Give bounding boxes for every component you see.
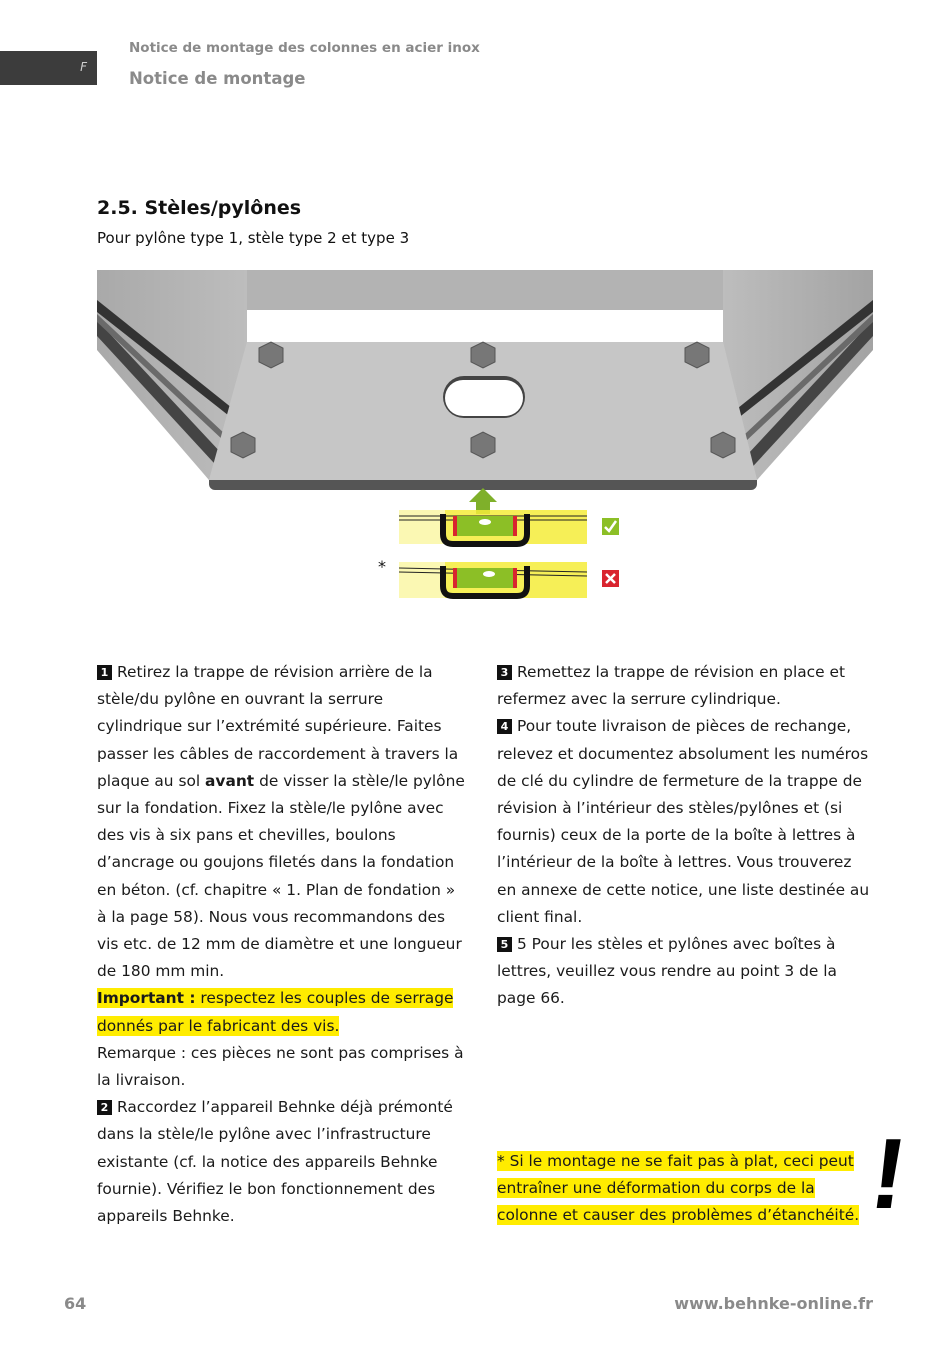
section-subtitle: Pour pylône type 1, stèle type 2 et type 3 [97,229,410,247]
spirit-level-ok [399,510,587,544]
step-2-text: Raccordez l’appareil Behnke déjà prémonté dans la stèle/le pylône avec l’infrastructure existante (cf. la notice des appareils Behnke fournie). Vérifiez le bon fonctionnement des appareils Behnke. [97,1098,453,1226]
document-title: Notice de montage des colonnes en acier inox [129,40,480,56]
spirit-level-bad [399,562,587,598]
section-title: 2.5. Stèles/pylônes [97,197,302,219]
section-header: Notice de montage [129,69,306,88]
language-letter: F [80,60,87,74]
language-tab [0,51,97,85]
remark: Remarque : ces pièces ne sont pas comprises à la livraison. [97,1043,464,1090]
important-text: respectez les couples de serrage donnés par le fabricant des vis. [97,989,454,1035]
right-column [497,659,875,1013]
step-5 [497,931,875,1013]
step-4-number: 4 [497,719,512,734]
check-icon [602,518,619,535]
important-label: Important : [97,989,196,1008]
step-2-number: 2 [97,1100,112,1115]
step-1-bold: avant [205,771,255,790]
website-link[interactable]: www.behnke-online.fr [674,1294,873,1313]
step-4 [497,713,875,931]
step-3 [497,659,875,713]
flatness-warning [497,1148,877,1230]
cross-icon [602,570,619,587]
warning-text: * Si le montage ne se fait pas à plat, ceci peut entraîner une déformation du corps de la colonne et causer des problèmes d’étanchéité. [497,1152,860,1225]
step-5-text: 5 Pour les stèles et pylônes avec boîtes à lettres, veuillez vous rendre au point 3 de la page 66. [497,935,837,1008]
step-3-text: Remettez la trappe de révision en place et refermez avec la serrure cylindrique. [497,663,845,709]
step-5-number: 5 [497,937,512,952]
left-column [97,659,469,1230]
exclamation-icon: ! [864,1118,914,1230]
mounting-illustration [97,270,873,610]
important-note [97,985,469,1039]
step-2 [97,1094,469,1230]
step-3-number: 3 [497,665,512,680]
asterisk-label: * [378,557,386,576]
page-number: 64 [64,1294,87,1313]
step-1-text-a: Retirez la trappe de révision arrière de la stèle/du pylône en ouvrant la serrure cylindrique sur l’extrémité supérieure. Faites passer les câbles de raccordement à travers la plaque au sol [97,663,459,790]
step-1-number: 1 [97,665,112,680]
step-1-text-b: de visser la stèle/le pylône sur la fondation. Fixez la stèle/le pylône avec des vis à six pans et chevilles, boulons d’ancrage ou goujons filetés dans la fondation en béton. (cf. chapitre « 1. Plan de fondation » à la page 58). Nous vous recommandons des vis etc. de 12 mm de diamètre et une longueur de 180 mm min. [97,771,465,981]
step-4-text: Pour toute livraison de pièces de rechange, relevez et documentez absolument les numéros de clé du cylindre de fermeture de la trappe de révision à l’intérieur des stèles/pylônes et (si fournis) ceux de la porte de la boîte à lettres à l’intérieur de la boîte à lettres. Vous trouverez en annexe de cette notice, une liste destinée au client final. [497,717,870,926]
step-1 [97,659,469,985]
